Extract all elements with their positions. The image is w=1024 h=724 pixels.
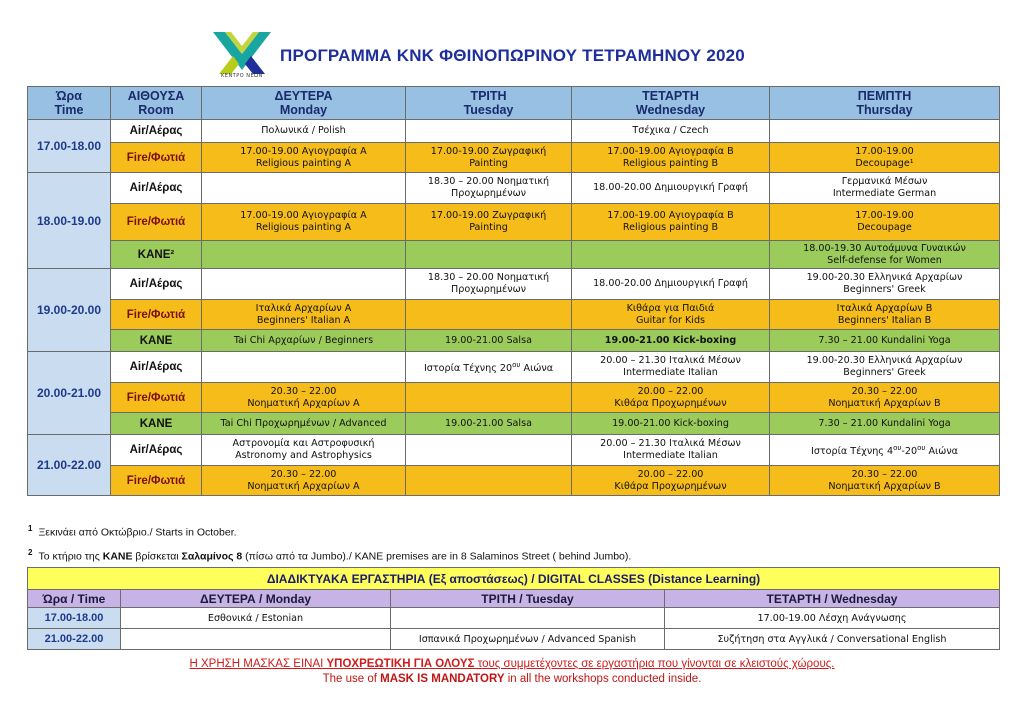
room-air: Air/Αέρας [111, 173, 202, 204]
class-cell: Κιθάρα για Παιδιά Guitar for Kids [572, 300, 770, 330]
table-row [28, 629, 1000, 650]
footnotes [28, 519, 631, 566]
class-cell: Tai Chi Αρχαρίων / Beginners [202, 330, 406, 352]
class-cell: 20.30 – 22.00 Νοηματική Αρχαρίων Β [770, 383, 1000, 413]
digital-time-slot: 17.00-18.00 [28, 608, 121, 629]
class-cell: 19.00-21.00 Salsa [406, 330, 572, 352]
page-header [0, 0, 1024, 86]
digital-classes-table [27, 567, 1000, 650]
room-kane: ΚΑΝΕ² [111, 241, 202, 269]
room-air: Air/Αέρας [111, 435, 202, 466]
class-cell: Tai Chi Προχωρημένων / Advanced [202, 413, 406, 435]
class-cell [406, 241, 572, 269]
class-cell: 18.30 – 20.00 Νοηματική Προχωρημένων [406, 269, 572, 300]
room-air: Air/Αέρας [111, 269, 202, 300]
room-fire: Fire/Φωτιά [111, 204, 202, 241]
class-cell: 19.00-20.30 Ελληνικά Αρχαρίων Beginners' Greek [770, 352, 1000, 383]
class-cell: 17.00-19.00 Ζωγραφική Painting [406, 204, 572, 241]
class-cell [121, 629, 391, 650]
class-cell: 20.30 – 22.00 Νοηματική Αρχαρίων Β [770, 466, 1000, 496]
class-cell [391, 608, 665, 629]
digital-header-wednesday: ΤΕΤΑΡΤΗ / Wednesday [665, 590, 1000, 608]
room-air: Air/Αέρας [111, 120, 202, 143]
class-cell: 17.00-19.00 Αγιογραφία Β Religious painting B [572, 143, 770, 173]
digital-classes-title: ΔΙΑΔΙΚΤΥΑΚΑ ΕΡΓΑΣΤΗΡΙΑ (Εξ αποστάσεως) / DIGITAL CLASSES (Distance Learning) [28, 568, 1000, 590]
table-row [28, 173, 1000, 204]
class-cell [406, 120, 572, 143]
footnote-1: $^1$ Ξεκινάει από Οκτώβριο./ Starts in October. [28, 524, 237, 539]
class-cell: 17.00-19.00 Αγιογραφία Α Religious painting A [202, 204, 406, 241]
mask-notice-greek: Η ΧΡΗΣΗ ΜΑΣΚΑΣ ΕΙΝΑΙ ΥΠΟΧΡΕΩΤΙΚΗ ΓΙΑ ΟΛΟΥΣ τους συμμετέχοντες σε εργαστήρια που γίνονται σε κλειστούς χώρους. [189, 658, 835, 670]
header-time: Ώρα Time [28, 87, 111, 120]
digital-time-slot: 21.00-22.00 [28, 629, 121, 650]
class-cell: 7.30 – 21.00 Kundalini Yoga [770, 330, 1000, 352]
table-row [28, 204, 1000, 241]
mask-notice [0, 657, 1024, 687]
page-title: ΠΡΟΓΡΑΜΜΑ ΚΝΚ ΦΘΙΝΟΠΩΡΙΝΟΥ ΤΕΤΡΑΜΗΝΟΥ 2020 [280, 46, 745, 65]
class-cell: Πολωνικά / Polish [202, 120, 406, 143]
schedule-header-row [28, 87, 1000, 120]
time-slot: 21.00-22.00 [28, 435, 111, 496]
class-cell: Ιταλικά Αρχαρίων Β Beginners' Italian B [770, 300, 1000, 330]
class-cell: 7.30 – 21.00 Kundalini Yoga [770, 413, 1000, 435]
logo-caption: ΚΕΝΤΡΟ ΝΕΩΝ [221, 73, 263, 79]
class-cell: 19.00-21.00 Salsa [406, 413, 572, 435]
class-cell: 17.00-19.00 Αγιογραφία Β Religious painting B [572, 204, 770, 241]
table-row [28, 330, 1000, 352]
class-cell: Εσθονικά / Estonian [121, 608, 391, 629]
header-thursday: ΠΕΜΠΤΗ Thursday [770, 87, 1000, 120]
table-row [28, 300, 1000, 330]
class-cell: 17.00-19.00 Λέσχη Ανάγνωσης [665, 608, 1000, 629]
class-cell: 20.30 – 22.00 Νοηματική Αρχαρίων Α [202, 383, 406, 413]
class-cell: 20.00 – 21.30 Ιταλικά Μέσων Intermediate Italian [572, 352, 770, 383]
class-cell: 18.30 – 20.00 Νοηματική Προχωρημένων [406, 173, 572, 204]
class-cell: 20.00 – 22.00 Κιθάρα Προχωρημένων [572, 383, 770, 413]
digital-header-row [28, 590, 1000, 608]
class-cell: Συζήτηση στα Αγγλικά / Conversational English [665, 629, 1000, 650]
class-cell [406, 300, 572, 330]
digital-title-row [28, 568, 1000, 590]
class-cell: 17.00-19.00 Decoupage¹ [770, 143, 1000, 173]
class-cell [202, 173, 406, 204]
time-slot: 19.00-20.00 [28, 269, 111, 352]
class-cell [770, 120, 1000, 143]
table-row [28, 435, 1000, 466]
class-cell: Ιστορία Τέχνης $4^{o\upsilon}-20^{o\upsilon}$ Αιώνα [770, 435, 1000, 466]
table-row [28, 352, 1000, 383]
class-cell: 18.00-20.00 Δημιουργική Γραφή [572, 173, 770, 204]
room-fire: Fire/Φωτιά [111, 143, 202, 173]
class-cell: 19.00-21.00 Kick-boxing [572, 413, 770, 435]
room-kane: ΚΑΝΕ [111, 330, 202, 352]
class-cell: Αστρονομία και Αστροφυσική Astronomy and Astrophysics [202, 435, 406, 466]
header-room: ΑΙΘΟΥΣΑ Room [111, 87, 202, 120]
table-row [28, 143, 1000, 173]
room-fire: Fire/Φωτιά [111, 466, 202, 496]
header-monday: ΔΕΥΤΕΡΑ Monday [202, 87, 406, 120]
header-wednesday: ΤΕΤΑΡΤΗ Wednesday [572, 87, 770, 120]
time-slot: 17.00-18.00 [28, 120, 111, 173]
class-cell [202, 269, 406, 300]
class-cell: Γερμανικά Μέσων Intermediate German [770, 173, 1000, 204]
mask-notice-english: The use of MASK IS MANDATORY in all the workshops conducted inside. [322, 673, 702, 685]
class-cell [202, 352, 406, 383]
table-row [28, 269, 1000, 300]
class-cell: Ιστορία Τέχνης $20^{o\upsilon}$ Αιώνα [406, 352, 572, 383]
table-row [28, 383, 1000, 413]
table-row [28, 466, 1000, 496]
class-cell: Τσέχικα / Czech [572, 120, 770, 143]
table-row [28, 413, 1000, 435]
time-slot: 18.00-19.00 [28, 173, 111, 269]
header-tuesday: ΤΡΙΤΗ Tuesday [406, 87, 572, 120]
class-cell: 17.00-19.00 Ζωγραφική Painting [406, 143, 572, 173]
class-cell [406, 383, 572, 413]
class-cell: 19.00-21.00 Kick-boxing [572, 330, 770, 352]
class-cell [406, 435, 572, 466]
class-cell: 19.00-20.30 Ελληνικά Αρχαρίων Beginners' Greek [770, 269, 1000, 300]
table-row [28, 241, 1000, 269]
room-air: Air/Αέρας [111, 352, 202, 383]
digital-header-tuesday: ΤΡΙΤΗ / Tuesday [391, 590, 665, 608]
class-cell: 20.30 – 22.00 Νοηματική Αρχαρίων Α [202, 466, 406, 496]
room-fire: Fire/Φωτιά [111, 300, 202, 330]
class-cell [572, 241, 770, 269]
class-cell: 18.00-20.00 Δημιουργική Γραφή [572, 269, 770, 300]
class-cell [202, 241, 406, 269]
digital-header-time: Ώρα / Time [28, 590, 121, 608]
class-cell: Ισπανικά Προχωρημένων / Advanced Spanish [391, 629, 665, 650]
footnote-2: $^2$ Το κτήριο της ΚΑΝΕ βρίσκεται Σαλαμίνος 8 (πίσω από τα Jumbo)./ KANE premises are in 8 Salaminos Street ( behind Jumbo). [28, 547, 632, 562]
table-row [28, 120, 1000, 143]
class-cell [406, 466, 572, 496]
class-cell: Ιταλικά Αρχαρίων Α Beginners' Italian A [202, 300, 406, 330]
weekly-schedule-table [27, 86, 1000, 496]
class-cell: 17.00-19.00 Αγιογραφία Α Religious painting A [202, 143, 406, 173]
class-cell: 18.00-19.30 Αυτοάμυνα Γυναικών Self-defense for Women [770, 241, 1000, 269]
room-kane: ΚΑΝΕ [111, 413, 202, 435]
digital-header-monday: ΔΕΥΤΕΡΑ / Monday [121, 590, 391, 608]
time-slot: 20.00-21.00 [28, 352, 111, 435]
class-cell: 17.00-19.00 Decoupage [770, 204, 1000, 241]
room-fire: Fire/Φωτιά [111, 383, 202, 413]
table-row [28, 608, 1000, 629]
class-cell: 20.00 – 21.30 Ιταλικά Μέσων Intermediate Italian [572, 435, 770, 466]
class-cell: 20.00 – 22.00 Κιθάρα Προχωρημένων [572, 466, 770, 496]
